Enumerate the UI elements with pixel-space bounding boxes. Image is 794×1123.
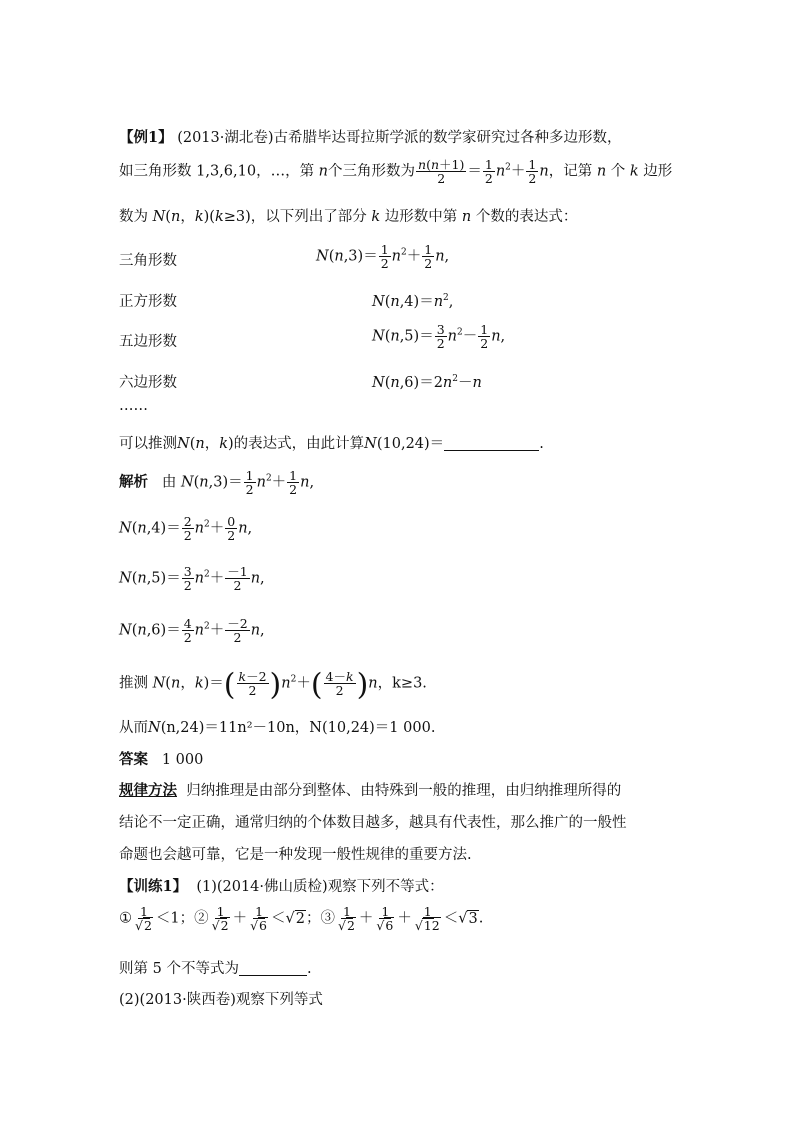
training-source: (1)(2014·佛山质检) [196,879,328,895]
solution-line-2: N(n,4)＝ $\frac{2}{2}$ $n^2+$ $\frac{0}{2}$ n, [119,514,253,544]
row-formula-triangle: N(n,3)＝ $\frac{1}{2}$ $n^2+$ $\frac{1}{2}$ n, [316,242,450,272]
example-line-2: 如三角形数 1,3,6,10，…，第 n个三角形数为 $\frac{n(n+1)}{2}$ ＝ $\frac{1}{2}$ $n^2+$ $\frac{1}{2}$ n，记第 n 个 k 边形 [119,157,673,187]
question-text: (10,24)＝ [376,436,445,452]
row-label-pentagon: 五边形数 [119,334,177,350]
question-text: 可以推测 [119,436,177,452]
row-label-square: 正方形数 [119,294,177,310]
example-tag: 【例1】 [119,129,173,146]
formula-fraction: $\frac{n(n+1)}{2}$ [418,157,465,187]
solution-line-1: 解析 由 N(n,3)＝ $\frac{1}{2}$ $n^2+$ $\frac{1}{2}$ n, [119,468,315,498]
solution-guess: 推测 N(n，k)＝( $\frac{k-2}{2}$ )$n^2+$( $\frac{4-k}{2}$ )n，k≥3. [119,667,427,703]
training-text: 则第 5 个不等式为 [119,961,239,977]
circled-2: ② [194,910,209,927]
training-part-2 [119,988,323,1009]
answer-blank[interactable] [239,961,307,976]
solution-therefore: 从而N(n,24)＝11n²－10n，N(10,24)＝1 000. [119,720,436,736]
example-line-3: 数为 N(n，k)(k≥3)，以下列出了部分 k 边形数中第 n 个数的表达式： [119,209,578,225]
row-formula-square: $N(n,4)=n^2$, [372,293,454,310]
example-text: 边形数中第 [384,209,458,225]
method-label: 规律方法 [119,782,177,799]
solution-text: 由 [161,474,177,491]
ellipsis: …… [119,398,148,414]
inequality-line: ① $\frac{1}{√2}$ ＜1；② $\frac{1}{√2}$ ＋ $\frac{1}{√6}$ ＜√2；③ $\frac{1}{√2}$ ＋ $\frac{1}{√6}$ ＋ $\frac{1}{√12}$ ＜√3. [119,904,484,934]
method-text: 归纳推理是由部分到整体、由特殊到一般的推理，由归纳推理所得的 [186,783,622,799]
training-source: (2)(2013·陕西卷) [119,992,236,1008]
solution-line-3: N(n,5)＝ $\frac{3}{2}$ $n^2+$ $\frac{-1}{2}$ n, [119,564,265,594]
method-line-3: 命题也会越可靠，它是一种发现一般性规律的重要方法. [119,847,472,863]
method-line-1 [119,779,621,800]
training-text: 观察下列等式 [235,992,323,1008]
example-source: (2013·湖北卷) [177,130,274,146]
example-text: 边形 [643,163,673,180]
solution-text: 推测 [119,675,148,692]
comma: ， [180,209,195,225]
solution-label: 解析 [119,473,148,491]
circled-1: ① [119,910,132,927]
answer-blank[interactable] [444,436,539,451]
training-tag: 【训练1】 [119,878,188,895]
row-label-hexagon: 六边形数 [119,375,177,391]
less-than: ＜ [271,910,286,927]
row-formula-pentagon: N(n,5)＝ $\frac{3}{2}$ $n^2-$ $\frac{1}{2}$ n, [372,322,506,352]
row-formula-hexagon: $N(n,6)=2n^2-n$ [372,374,482,391]
example-text: 如三角形数 1,3,6,10，…，第 [119,163,315,180]
answer-line [119,748,203,769]
row-label-triangle: 三角形数 [119,253,177,269]
solution-text: (n,24)＝11n²－10n，N(10,24)＝1 000. [160,720,436,736]
less-than: ＜ [155,910,171,927]
training-text: 观察下列不等式： [327,879,444,895]
question-text: 的表达式，由此计算 [233,436,365,452]
example-text: ，记第 [548,163,593,180]
less-than: ＜ [443,910,459,927]
answer-label: 答案 [119,751,148,768]
example-intro: 古希腊毕达哥拉斯学派的数学家研究过各种多边形数， [273,130,622,146]
example-text: 个 [610,163,626,180]
example-text: 数为 [119,209,148,225]
example-text: 个三角形数为 [328,163,416,180]
paren: )( [203,209,215,225]
solution-text: 从而 [119,720,148,736]
solution-line-4: N(n,6)＝ $\frac{4}{2}$ $n^2+$ $\frac{-2}{2}$ n, [119,616,265,646]
inequality-text: 1； [170,910,195,927]
example-text: ≥3)，以下列出了部分 [223,209,367,225]
solution-text: ，k≥3. [377,675,427,692]
answer-value: 1 000 [161,752,204,768]
circled-3: ③ [320,910,335,927]
question-line: 可以推测N(n，k)的表达式，由此计算N(10,24)＝ . [119,436,544,452]
fifth-inequality-line: 则第 5 个不等式为 . [119,961,312,977]
example-text: 个数的表达式： [475,209,578,225]
paren: ( [165,209,171,225]
method-line-2: 结论不一定正确，通常归纳的个体数目越多，越具有代表性，那么推广的一般性 [119,815,627,831]
example-header [119,126,622,147]
training-header [119,875,444,896]
